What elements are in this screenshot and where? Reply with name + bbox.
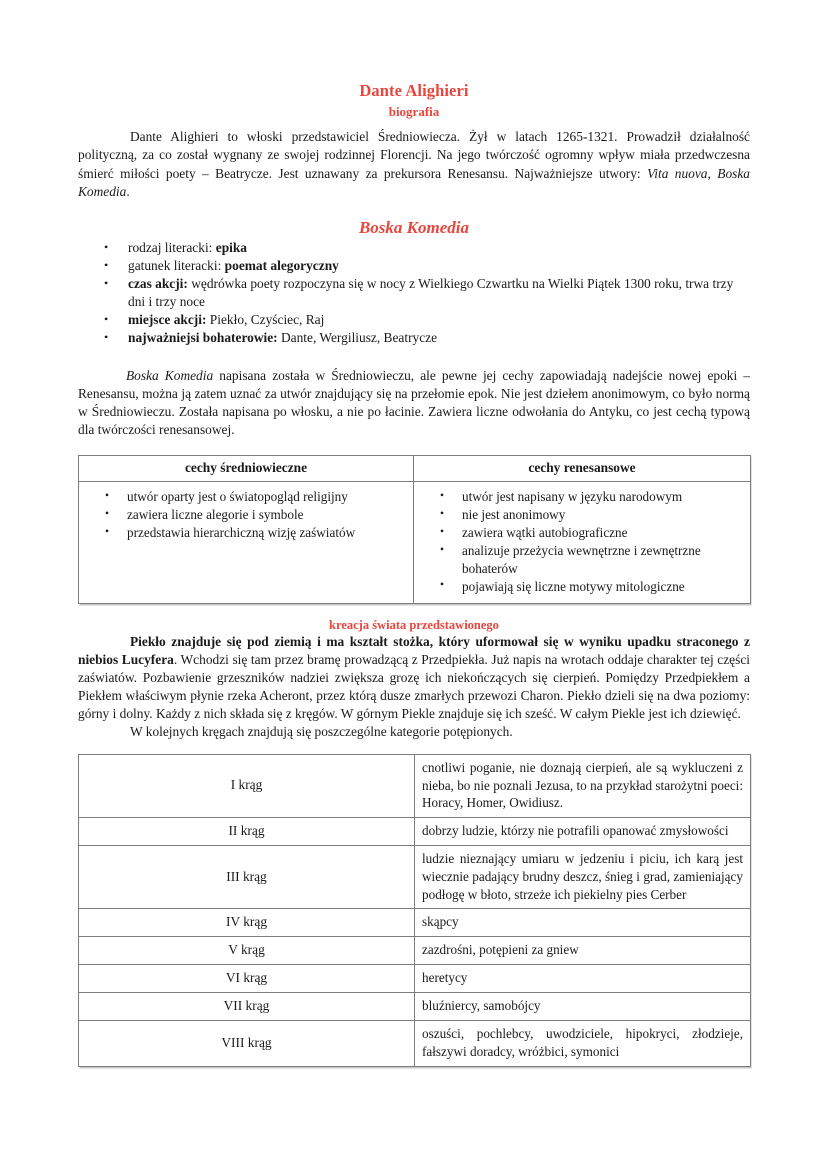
list-item: • utwór oparty jest o światopogląd religijny (79, 488, 407, 506)
list-item (78, 257, 750, 275)
renaissance-features-list (414, 482, 750, 602)
cell-circle-description: heretycy (415, 965, 751, 993)
work-title-italic: Vita nuova (647, 165, 708, 181)
cell-circle-description: zazdrośni, potępieni za gniew (415, 937, 751, 965)
world-followup-paragraph: W kolejnych kręgach znajdują się poszczególne kategorie potępionych. (130, 723, 513, 739)
cell-circle-number: VII krąg (79, 993, 415, 1021)
section-heading-kreacja-swiata: kreacja świata przedstawionego (329, 617, 499, 632)
cell-circle-description: skąpcy (415, 909, 751, 937)
cell-circle-description: ludzie nieznający umiaru w jedzeniu i piciu, ich karą jest wiecznie padający brudny deszcz, śnieg i grad, zamieniający podłogę w błoto, strzeże ich piekielny pies Cerber (415, 846, 751, 909)
cell-circle-number: VI krąg (79, 965, 415, 993)
document-page (78, 0, 750, 1067)
cell-circle-number: III krąg (79, 846, 415, 909)
world-description-paragraph (78, 633, 750, 723)
attribute-value: Dante, Wergiliusz, Beatrycze (281, 330, 438, 346)
attribute-value: Piekło, Czyściec, Raj (209, 312, 325, 328)
biography-paragraph (78, 128, 750, 200)
list-item (78, 239, 750, 257)
spacer (78, 347, 750, 367)
table-row (79, 965, 751, 993)
attribute-value: poemat alegoryczny (224, 258, 339, 274)
list-item: • zawiera liczne alegorie i symbole (79, 506, 407, 524)
medieval-features-list (79, 482, 413, 549)
table-row (79, 937, 751, 965)
list-item: • nie jest anonimowy (414, 506, 744, 524)
work-attributes-list (78, 239, 750, 347)
paragraph-text: napisana została w Średniowieczu, ale pewne jej cechy zapowiadają nadejście nowej epoki – Renesansu, można ją zatem uznać za utwór znajdujący się na przełomie epok. Nie jest dziełem anonimowym, co było normą w Średniowieczu. Została napisana po włosku, a nie po łacinie. Zawiera liczne odwołania do Antyku, co jest cechą typową dla twórczości renesansowej. (78, 368, 750, 438)
table-row (79, 993, 751, 1021)
cell-circle-description: dobrzy ludzie, którzy nie potrafili opanować zmysłowości (415, 818, 751, 846)
list-item: • utwór jest napisany w języku narodowym (414, 488, 744, 506)
list-item (78, 311, 750, 329)
page-title: Dante Alighieri (359, 81, 469, 100)
spacer (78, 439, 750, 455)
key-fact-bold: Piekło znajduje się pod ziemią i ma kształt stożka, który uformował się w wyniku upadku straconego z niebios Lucyfera (78, 633, 750, 667)
table-row (79, 909, 751, 937)
cell-circle-description: cnotliwi poganie, nie doznają cierpień, ale są wykluczeni z nieba, bo nie poznali Jezusa, to na przykład starożytni poeci: Horacy, Homer, Owidiusz. (415, 754, 751, 817)
cell-circle-number: I krąg (79, 754, 415, 817)
attribute-label: najważniejsi bohaterowie: (128, 330, 281, 346)
attribute-value: wędrówka poety rozpoczyna się w nocy z Wielkiego Czwartku na Wielki Piątek 1300 roku, trwa trzy dni i trzy noce (128, 276, 734, 310)
list-item (78, 275, 750, 311)
attribute-label: gatunek literacki: (128, 258, 225, 274)
paragraph-text: . Wchodzi się tam przez bramę prowadzącą z Przedpiekła. Już napis na wrotach oddaje charakter tej części zaświatów. Pozbawienie grzeszników nadziei zwiększa grozę ich niekończących się cierpień. Pomiędzy Przedpiekłem a Piekłem właściwym płynie rzeka Acheront, przez którą dusze zmarłych przewozi Charon. Piekło dzieli się na dwa poziomy: górny i dolny. Każdy z nich składa się z kręgów. W górnym Piekle znajduje się ich sześć. W całym Piekle jest ich dziewięć. (78, 651, 751, 721)
work-title-italic: Boska Komedia (78, 165, 750, 199)
column-header-medieval: cechy średniowieczne (79, 456, 414, 482)
cell-circle-number: VIII krąg (79, 1021, 415, 1067)
cell-circle-description: bluźniercy, samobójcy (415, 993, 751, 1021)
attribute-label: rodzaj literacki: (128, 240, 216, 256)
features-table-wrapper (78, 455, 750, 603)
cell-circle-description: oszuści, pochlebcy, uwodziciele, hipokryci, złodzieje, fałszywi doradcy, wróżbici, symonici (415, 1021, 751, 1067)
table-row (79, 1021, 751, 1067)
spacer (78, 119, 750, 128)
table-header-row (79, 456, 751, 482)
paragraph-text: Dante Alighieri to włoski przedstawiciel Średniowiecza. Żył w latach 1265-1321. Prowadził działalność polityczną, za co został wygnany ze swojej rodzinnej Florencji. Na jego twórczość ogromny wpływ miała przedwczesna śmierć miłości poety – Beatrycze. Jest uznawany za prekursora Renesansu. Najważniejsze utwory: (78, 129, 750, 181)
table-row (79, 846, 751, 909)
cell-medieval-features (79, 482, 414, 603)
epoch-paragraph (78, 367, 750, 439)
table-row (79, 482, 751, 603)
features-table (78, 455, 751, 603)
list-item: • analizuje przeżycia wewnętrzne i zewnętrzne bohaterów (414, 542, 744, 578)
list-item: • przedstawia hierarchiczną wizję zaświatów (79, 524, 407, 542)
cell-circle-number: IV krąg (79, 909, 415, 937)
spacer (78, 741, 750, 754)
page-subtitle: biografia (388, 104, 440, 120)
list-item: • zawiera wątki autobiograficzne (414, 524, 744, 542)
work-title-italic: Boska Komedia (126, 368, 214, 384)
circles-table-wrapper (78, 754, 750, 1067)
paragraph-text: , (707, 165, 718, 181)
list-item (78, 329, 750, 347)
attribute-label: czas akcji: (128, 276, 192, 292)
section-heading-boska-komedia: Boska Komedia (358, 217, 470, 237)
list-item: • pojawiają się liczne motywy mitologiczne (414, 578, 744, 596)
circles-of-hell-table (78, 754, 751, 1067)
column-header-renaissance: cechy renesansowe (414, 456, 751, 482)
attribute-value: epika (215, 240, 248, 256)
cell-circle-number: V krąg (79, 937, 415, 965)
table-row (79, 818, 751, 846)
paragraph-text: . (126, 183, 130, 199)
table-row (79, 754, 751, 817)
attribute-label: miejsce akcji: (128, 312, 210, 328)
cell-circle-number: II krąg (79, 818, 415, 846)
cell-renaissance-features (414, 482, 751, 603)
